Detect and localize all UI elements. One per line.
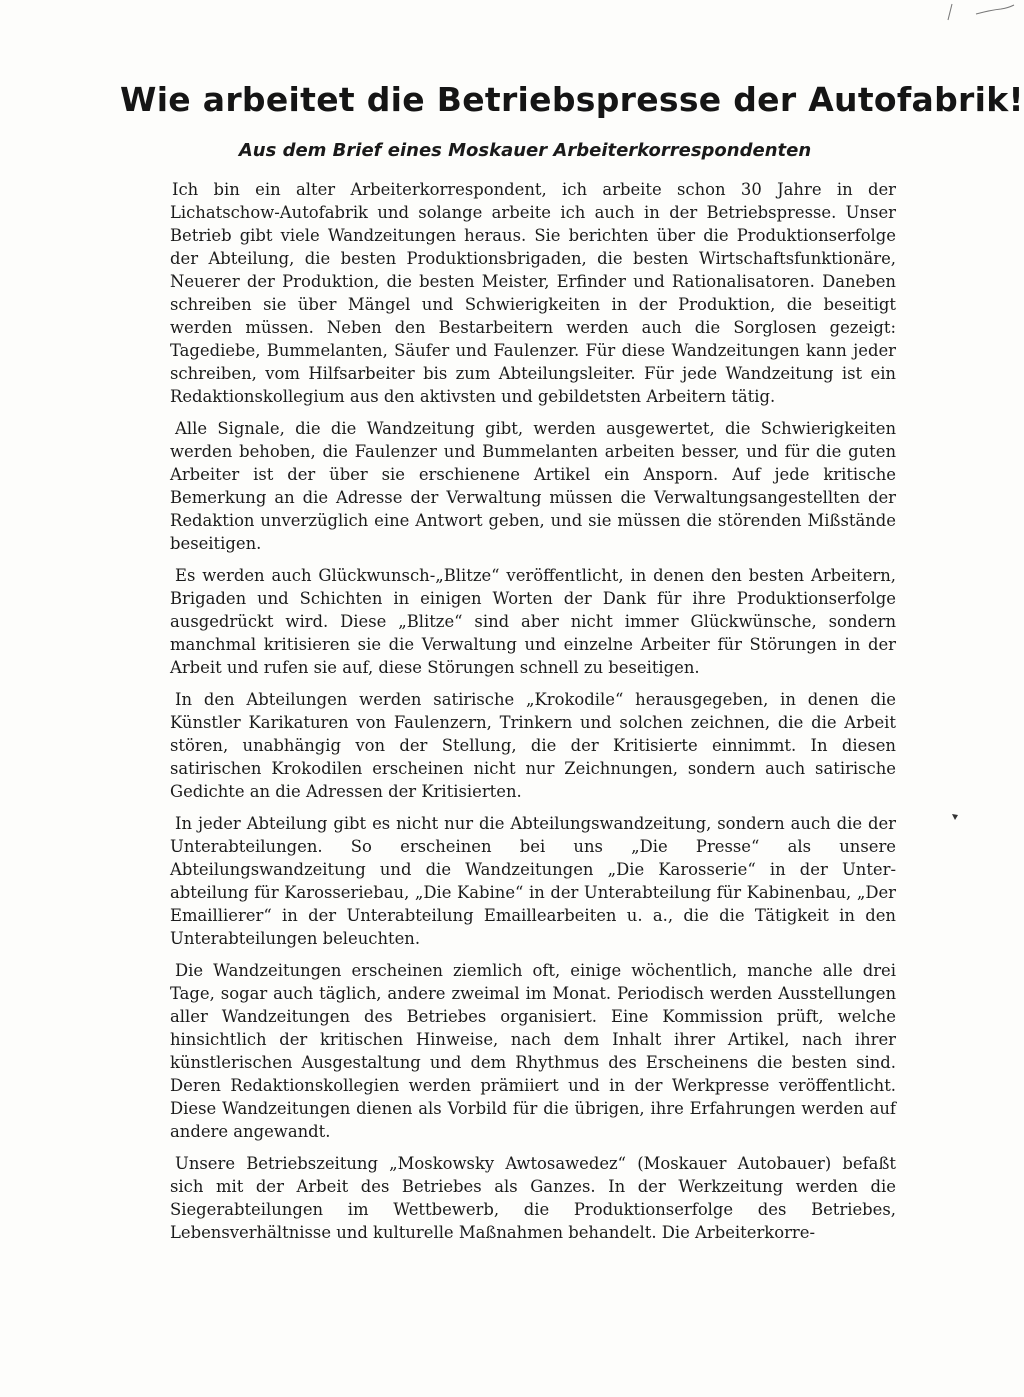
paragraph: Alle Signale, die die Wandzeitung gibt, werden ausgewertet, die Schwierigkeiten werden behoben, die Faulenzer und Bummelanten arbeiten besser, und für die guten Arbeiter ist der über sie erschienene Artikel ein Ansporn. Auf jede kritische Bemerkung an die Adresse der Verwaltung müssen die Verwaltungsangestellten der Redaktion unverzüglich eine Antwort geben, und sie müssen die störenden Mißstände beseitigen.	[170, 419, 896, 553]
paragraph: Die Wandzeitungen erscheinen ziemlich oft, einige wöchentlich, manche alle drei Tage, sogar auch täglich, andere zweimal im Monat. Periodisch werden Ausstellungen aller Wandzeitungen des Betriebes organisiert. Eine Kommission prüft, welche hinsichtlich der kritischen Hinweise, nach dem Inhalt ihrer Artikel, nach ihrer künstlerischen Ausgestaltung und dem Rhythmus des Erscheinens die besten sind. Deren Redaktionskollegien werden prämiiert und in der Werkpresse veröffentlicht. Diese Wandzeitungen dienen als Vorbild für die übrigen, ihre Erfahrungen werden auf andere angewandt.	[170, 961, 896, 1141]
article-subtitle: Aus dem Brief eines Moskauer Arbeiterkorrespondenten	[238, 140, 812, 161]
pencil-mark	[946, 0, 1016, 24]
ink-speck	[950, 812, 960, 822]
article-title: Wie arbeitet die Betriebspresse der Autofabrik!	[120, 80, 1024, 119]
article-body	[170, 178, 896, 1253]
paragraph: Es werden auch Glückwunsch-„Blitze“ veröffentlicht, in denen den besten Arbeitern, Brigaden und Schichten in einigen Worten der Dank für ihre Produktionserfolge ausgedrückt wird. Diese „Blitze“ sind aber nicht immer Glückwünsche, sondern manchmal kritisieren sie die Verwaltung und einzelne Arbeiter für Störungen in der Arbeit und rufen sie auf, diese Störungen schnell zu beseitigen.	[170, 566, 896, 677]
paragraph: Unsere Betriebszeitung „Moskowsky Awtosawedez“ (Moskauer Autobauer) befaßt sich mit der Arbeit des Betriebes als Ganzes. In der Werkzeitung werden die Siegerabteilungen im Wettbewerb, die Produktionserfolge des Betriebes, Lebensverhältnisse und kulturelle Maßnahmen behandelt. Die Arbeiterkorre-	[170, 1154, 896, 1242]
paragraph: In den Abteilungen werden satirische „Krokodile“ herausgegeben, in denen die Künstler Karikaturen von Faulenzern, Trinkern und solchen zeichnen, die die Arbeit stören, unabhängig von der Stellung, die der Kritisierte einnimmt. In diesen satirischen Krokodilen erscheinen nicht nur Zeichnungen, sondern auch satirische Gedichte an die Adressen der Kritisierten.	[170, 690, 896, 801]
paragraph: Ich bin ein alter Arbeiterkorrespondent, ich arbeite schon 30 Jahre in der Lichatschow-Autofabrik und solange arbeite ich auch in der Betriebspresse. Unser Betrieb gibt viele Wandzeitungen heraus. Sie berichten über die Produktionserfolge der Abteilung, die besten Produktionsbrigaden, die besten Wirtschaftsfunktionäre, Neuerer der Produktion, die besten Meister, Erfinder und Rationalisatoren. Daneben schreiben sie über Mängel und Schwierigkeiten in der Produktion, die beseitigt werden müssen. Neben den Bestarbeitern werden auch die Sorglosen gezeigt: Tagediebe, Bummelanten, Säufer und Faulenzer. Für diese Wandzeitungen kann jeder schreiben, vom Hilfsarbeiter bis zum Abteilungsleiter. Für jede Wandzeitung ist ein Redaktionskollegium aus den aktivsten und gebildetsten Arbeitern tätig.	[170, 180, 896, 406]
paragraph: In jeder Abteilung gibt es nicht nur die Abteilungswandzeitung, sondern auch die der Unterabteilungen. So erscheinen bei uns „Die Presse“ als unsere Abteilungswandzeitung und die Wandzeitungen „Die Karosserie“ in der Unterabteilung für Karosseriebau, „Die Kabine“ in der Unterabteilung für Kabinenbau, „Der Emaillierer“ in der Unterabteilung Emaillearbeiten u. a., die die Tätigkeit in den Unterabteilungen beleuchten.	[170, 814, 896, 948]
